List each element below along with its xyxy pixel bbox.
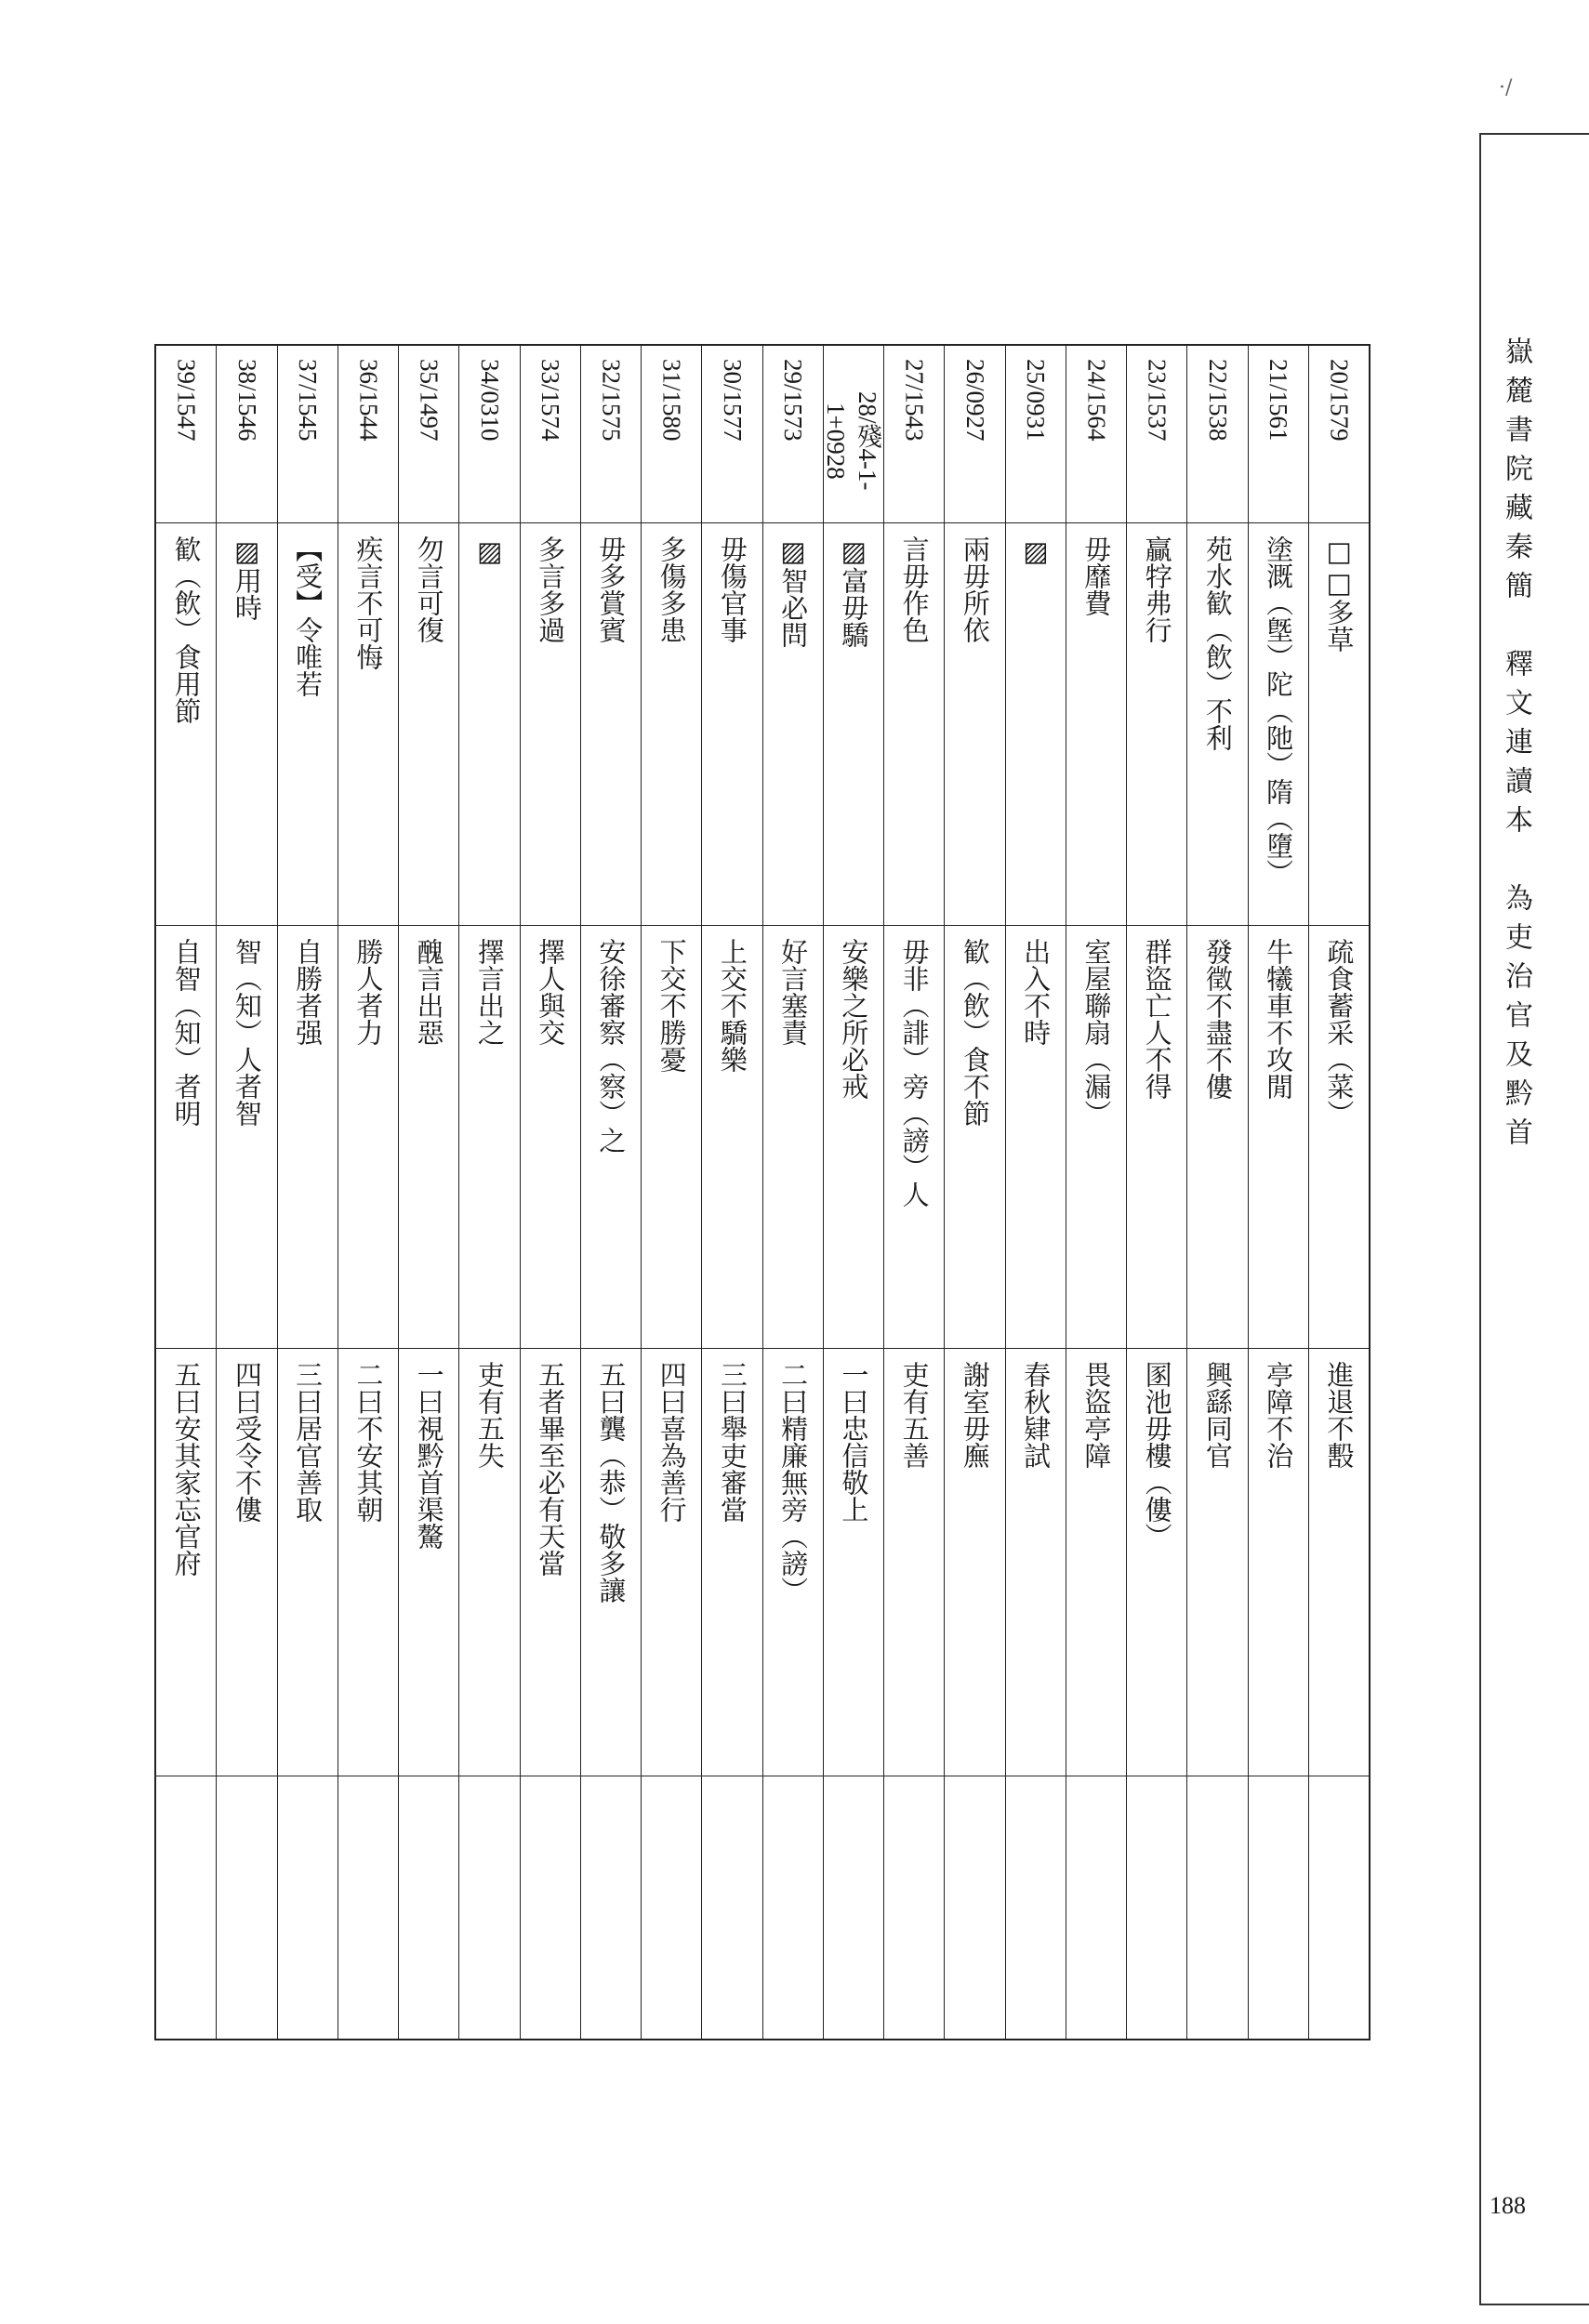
slip-text-c2: 室屋聯扇（漏） bbox=[1080, 938, 1113, 1127]
slip-text-c3: 四曰受令不僂 bbox=[231, 1361, 263, 1523]
slip-text-c1: 毋傷官事 bbox=[716, 535, 748, 643]
section-divider bbox=[1249, 1348, 1308, 1349]
section-divider bbox=[278, 925, 338, 926]
section-divider bbox=[884, 522, 944, 523]
section-divider bbox=[1249, 522, 1308, 523]
slip-text-c1: 多言多過 bbox=[535, 535, 567, 643]
section-divider bbox=[642, 522, 701, 523]
slip-id: 22/1538 bbox=[1203, 359, 1232, 442]
slip-text-c1: □□多草 bbox=[1323, 535, 1356, 653]
slip-text-c1: 毋靡費 bbox=[1080, 535, 1113, 616]
slip-text-c3: 一曰忠信敬上 bbox=[838, 1361, 870, 1523]
section-divider bbox=[1066, 1348, 1126, 1349]
slip-text-c4 bbox=[702, 1776, 761, 2042]
section-divider bbox=[1127, 925, 1186, 926]
slip-text-c4 bbox=[763, 1776, 823, 2042]
slip-text-c3: 五者畢至必有天當 bbox=[535, 1361, 567, 1577]
section-divider bbox=[399, 925, 458, 926]
slip-text-c3: 五曰安其家忘官府 bbox=[170, 1361, 203, 1577]
slip-text-c2: 疏食蓄采（菜） bbox=[1323, 938, 1356, 1127]
slip-id: 27/1543 bbox=[900, 359, 929, 442]
slip-text-c3: 圂池毋樓（僂） bbox=[1141, 1361, 1173, 1550]
slip-text-c4 bbox=[1066, 1776, 1126, 2042]
slip-text-c4 bbox=[824, 1776, 883, 2042]
section-divider bbox=[1309, 522, 1369, 523]
section-divider bbox=[824, 925, 883, 926]
slip-column bbox=[1126, 346, 1186, 2039]
section-divider bbox=[945, 925, 1004, 926]
slip-column bbox=[156, 346, 216, 2039]
slip-text-c2: 上交不驕樂 bbox=[716, 938, 748, 1073]
slip-text-c2: 發徵不盡不僂 bbox=[1201, 938, 1234, 1100]
slip-column bbox=[1248, 346, 1308, 2039]
corner-mark: ·/ bbox=[1499, 76, 1513, 99]
slip-id-part: 28/殘4-1- bbox=[854, 390, 881, 491]
slip-text-c4 bbox=[399, 1776, 458, 2042]
section-divider bbox=[399, 522, 458, 523]
slip-text-c3: 興繇同官 bbox=[1201, 1361, 1234, 1469]
section-divider bbox=[1309, 925, 1369, 926]
section-divider bbox=[824, 522, 883, 523]
slip-text-c4 bbox=[1249, 1776, 1308, 2042]
section-divider bbox=[217, 522, 276, 523]
slip-text-c4 bbox=[521, 1776, 580, 2042]
slip-column bbox=[701, 346, 761, 2039]
section-divider bbox=[945, 1348, 1004, 1349]
section-divider bbox=[581, 1348, 641, 1349]
slip-text-c3: 五曰龔（恭）敬多讓 bbox=[595, 1361, 628, 1604]
slip-text-c1: ▨用時 bbox=[231, 535, 263, 621]
section-divider bbox=[156, 522, 216, 523]
slip-id-part: 1+0928 bbox=[822, 402, 850, 480]
slip-text-c4 bbox=[642, 1776, 701, 2042]
section-divider bbox=[521, 925, 580, 926]
slip-id: 21/1561 bbox=[1265, 359, 1293, 442]
slip-id: 31/1580 bbox=[657, 359, 686, 442]
slip-text-c1: 塗溉（墍）陀（阤）隋（墮） bbox=[1263, 535, 1295, 886]
section-divider bbox=[338, 522, 398, 523]
slip-id: 30/1577 bbox=[718, 359, 747, 442]
section-divider bbox=[278, 1348, 338, 1349]
section-divider bbox=[1006, 1348, 1066, 1349]
slip-text-c2: 擇人與交 bbox=[535, 938, 567, 1046]
slip-id: 38/1546 bbox=[232, 359, 261, 442]
slip-text-c2: 出入不時 bbox=[1020, 938, 1053, 1046]
slip-text-c4 bbox=[945, 1776, 1004, 2042]
slip-text-c3: 一曰視黔首渠驁 bbox=[413, 1361, 445, 1550]
section-divider bbox=[1127, 522, 1186, 523]
slip-text-c4 bbox=[1187, 1776, 1247, 2042]
section-divider bbox=[1006, 925, 1066, 926]
section-divider bbox=[521, 1348, 580, 1349]
slip-column bbox=[277, 346, 338, 2039]
slip-id: 26/0927 bbox=[960, 359, 989, 442]
section-divider bbox=[945, 522, 1004, 523]
transcription-table bbox=[154, 344, 1371, 2040]
section-divider bbox=[1187, 522, 1247, 523]
section-divider bbox=[1249, 925, 1308, 926]
slip-text-c4 bbox=[217, 1776, 276, 2042]
slip-text-c1: 疾言不可悔 bbox=[352, 535, 385, 670]
slip-column bbox=[944, 346, 1004, 2039]
side-panel bbox=[1479, 133, 1589, 2305]
slip-text-c3: 三曰舉吏審當 bbox=[716, 1361, 748, 1523]
slip-text-c2: 自智（知）者明 bbox=[170, 938, 203, 1127]
slip-text-c4 bbox=[1127, 1776, 1186, 2042]
slip-text-c1: 勿言可復 bbox=[413, 535, 445, 643]
slip-column bbox=[1005, 346, 1066, 2039]
slip-column bbox=[398, 346, 458, 2039]
slip-id: 29/1573 bbox=[779, 359, 808, 442]
section-divider bbox=[1066, 522, 1126, 523]
slip-text-c2: 勝人者力 bbox=[352, 938, 385, 1046]
section-divider bbox=[217, 1348, 276, 1349]
slip-id: 25/0931 bbox=[1022, 359, 1051, 442]
section-divider bbox=[156, 1348, 216, 1349]
slip-column bbox=[1186, 346, 1247, 2039]
section-divider bbox=[338, 925, 398, 926]
slip-text-c1: 言毋作色 bbox=[898, 535, 931, 643]
slip-text-c2: 歓（飲）食不節 bbox=[959, 938, 991, 1127]
slip-column bbox=[338, 346, 398, 2039]
slip-text-c3: 謝室毋廡 bbox=[959, 1361, 991, 1469]
slip-text-c2: 群盜亡人不得 bbox=[1141, 938, 1173, 1100]
slip-text-c4 bbox=[338, 1776, 398, 2042]
slip-id: 34/0310 bbox=[475, 359, 504, 442]
section-divider bbox=[399, 1348, 458, 1349]
slip-column bbox=[216, 346, 276, 2039]
section-divider bbox=[884, 1348, 944, 1349]
section-divider bbox=[1187, 925, 1247, 926]
slip-id: 32/1575 bbox=[597, 359, 626, 442]
slip-text-c2: 好言塞責 bbox=[777, 938, 810, 1046]
slip-id: 35/1497 bbox=[415, 359, 444, 442]
slip-column bbox=[641, 346, 701, 2039]
slip-text-c4 bbox=[884, 1776, 944, 2042]
section-divider bbox=[763, 925, 823, 926]
slip-text-c3: 春秋肄試 bbox=[1020, 1361, 1053, 1469]
slip-text-c3: 進退不毄 bbox=[1323, 1361, 1356, 1469]
slip-text-c1: 多傷多患 bbox=[655, 535, 688, 643]
section-divider bbox=[702, 522, 761, 523]
slip-text-c4 bbox=[156, 1776, 216, 2042]
slip-column bbox=[1066, 346, 1126, 2039]
slip-text-c1: ▨ bbox=[1020, 535, 1053, 567]
slip-column bbox=[762, 346, 823, 2039]
slip-text-c1: ▨富毋驕 bbox=[838, 535, 870, 648]
page-number: 188 bbox=[1490, 2192, 1526, 2219]
slip-id: 37/1545 bbox=[294, 359, 323, 442]
section-divider bbox=[1066, 925, 1126, 926]
section-divider bbox=[1006, 522, 1066, 523]
section-divider bbox=[1187, 1348, 1247, 1349]
slip-column bbox=[823, 346, 883, 2039]
slip-text-c1: ▨智必問 bbox=[777, 535, 810, 648]
slip-text-c3: 亭障不治 bbox=[1263, 1361, 1295, 1469]
slip-text-c2: 智（知）人者智 bbox=[231, 938, 263, 1127]
slip-text-c4 bbox=[1006, 1776, 1066, 2042]
slip-text-c1: ▨ bbox=[473, 535, 506, 567]
section-divider bbox=[642, 925, 701, 926]
section-divider bbox=[824, 1348, 883, 1349]
slip-column bbox=[1308, 346, 1369, 2039]
slip-column bbox=[883, 346, 944, 2039]
slip-id: 33/1574 bbox=[536, 359, 565, 442]
slip-text-c2: 下交不勝憂 bbox=[655, 938, 688, 1073]
slip-text-c2: 安樂之所必戒 bbox=[838, 938, 870, 1100]
slip-text-c2: 牛犧車不攻閒 bbox=[1263, 938, 1295, 1100]
slip-id: 39/1547 bbox=[172, 359, 201, 442]
slip-text-c3: 吏有五善 bbox=[898, 1361, 931, 1469]
slip-text-c1: 苑水歓（飲）不利 bbox=[1201, 535, 1234, 751]
section-divider bbox=[156, 925, 216, 926]
section-divider bbox=[702, 1348, 761, 1349]
slip-text-c4 bbox=[581, 1776, 641, 2042]
section-divider bbox=[581, 522, 641, 523]
slip-text-c2: 醜言出惡 bbox=[413, 938, 445, 1046]
slip-column bbox=[580, 346, 641, 2039]
slip-text-c1: 毋多賞賓 bbox=[595, 535, 628, 643]
slip-text-c4 bbox=[1309, 1776, 1369, 2042]
section-divider bbox=[581, 925, 641, 926]
section-divider bbox=[642, 1348, 701, 1349]
section-divider bbox=[1127, 1348, 1186, 1349]
section-divider bbox=[278, 522, 338, 523]
slip-id: 20/1579 bbox=[1325, 359, 1354, 442]
slip-column bbox=[458, 346, 519, 2039]
slip-id: 23/1537 bbox=[1143, 359, 1172, 442]
slip-text-c3: 畏盜亭障 bbox=[1080, 1361, 1113, 1469]
section-divider bbox=[763, 522, 823, 523]
slip-text-c3: 二曰精廉無旁（謗） bbox=[777, 1361, 810, 1604]
running-head: 嶽麓書院藏秦簡 釋文連讀本 為吏治官及黔首 bbox=[1500, 337, 1532, 1156]
section-divider bbox=[702, 925, 761, 926]
slip-text-c1: 贏牸弗行 bbox=[1141, 535, 1173, 643]
slip-text-c3: 吏有五失 bbox=[473, 1361, 506, 1469]
slip-text-c1: 歓（飲）食用節 bbox=[170, 535, 203, 724]
section-divider bbox=[459, 1348, 519, 1349]
slip-text-c3: 四曰喜為善行 bbox=[655, 1361, 688, 1523]
slip-text-c2: 自勝者强 bbox=[292, 938, 324, 1046]
section-divider bbox=[459, 925, 519, 926]
slip-id bbox=[824, 346, 883, 522]
slip-text-c4 bbox=[278, 1776, 338, 2042]
slip-id: 24/1564 bbox=[1082, 359, 1111, 442]
section-divider bbox=[217, 925, 276, 926]
section-divider bbox=[521, 522, 580, 523]
slip-text-c1: 【受】令唯若 bbox=[292, 535, 324, 697]
section-divider bbox=[884, 925, 944, 926]
slip-text-c2: 擇言出之 bbox=[473, 938, 506, 1046]
slip-id: 36/1544 bbox=[354, 359, 383, 442]
slip-column bbox=[520, 346, 580, 2039]
slip-text-c3: 二曰不安其朝 bbox=[352, 1361, 385, 1523]
slip-text-c3: 三曰居官善取 bbox=[292, 1361, 324, 1523]
section-divider bbox=[338, 1348, 398, 1349]
section-divider bbox=[1309, 1348, 1369, 1349]
section-divider bbox=[763, 1348, 823, 1349]
slip-text-c4 bbox=[459, 1776, 519, 2042]
slip-text-c2: 毋非（誹）旁（謗）人 bbox=[898, 938, 931, 1208]
slip-text-c2: 安徐審察（察）之 bbox=[595, 938, 628, 1154]
slip-text-c1: 兩毋所依 bbox=[959, 535, 991, 643]
section-divider bbox=[459, 522, 519, 523]
